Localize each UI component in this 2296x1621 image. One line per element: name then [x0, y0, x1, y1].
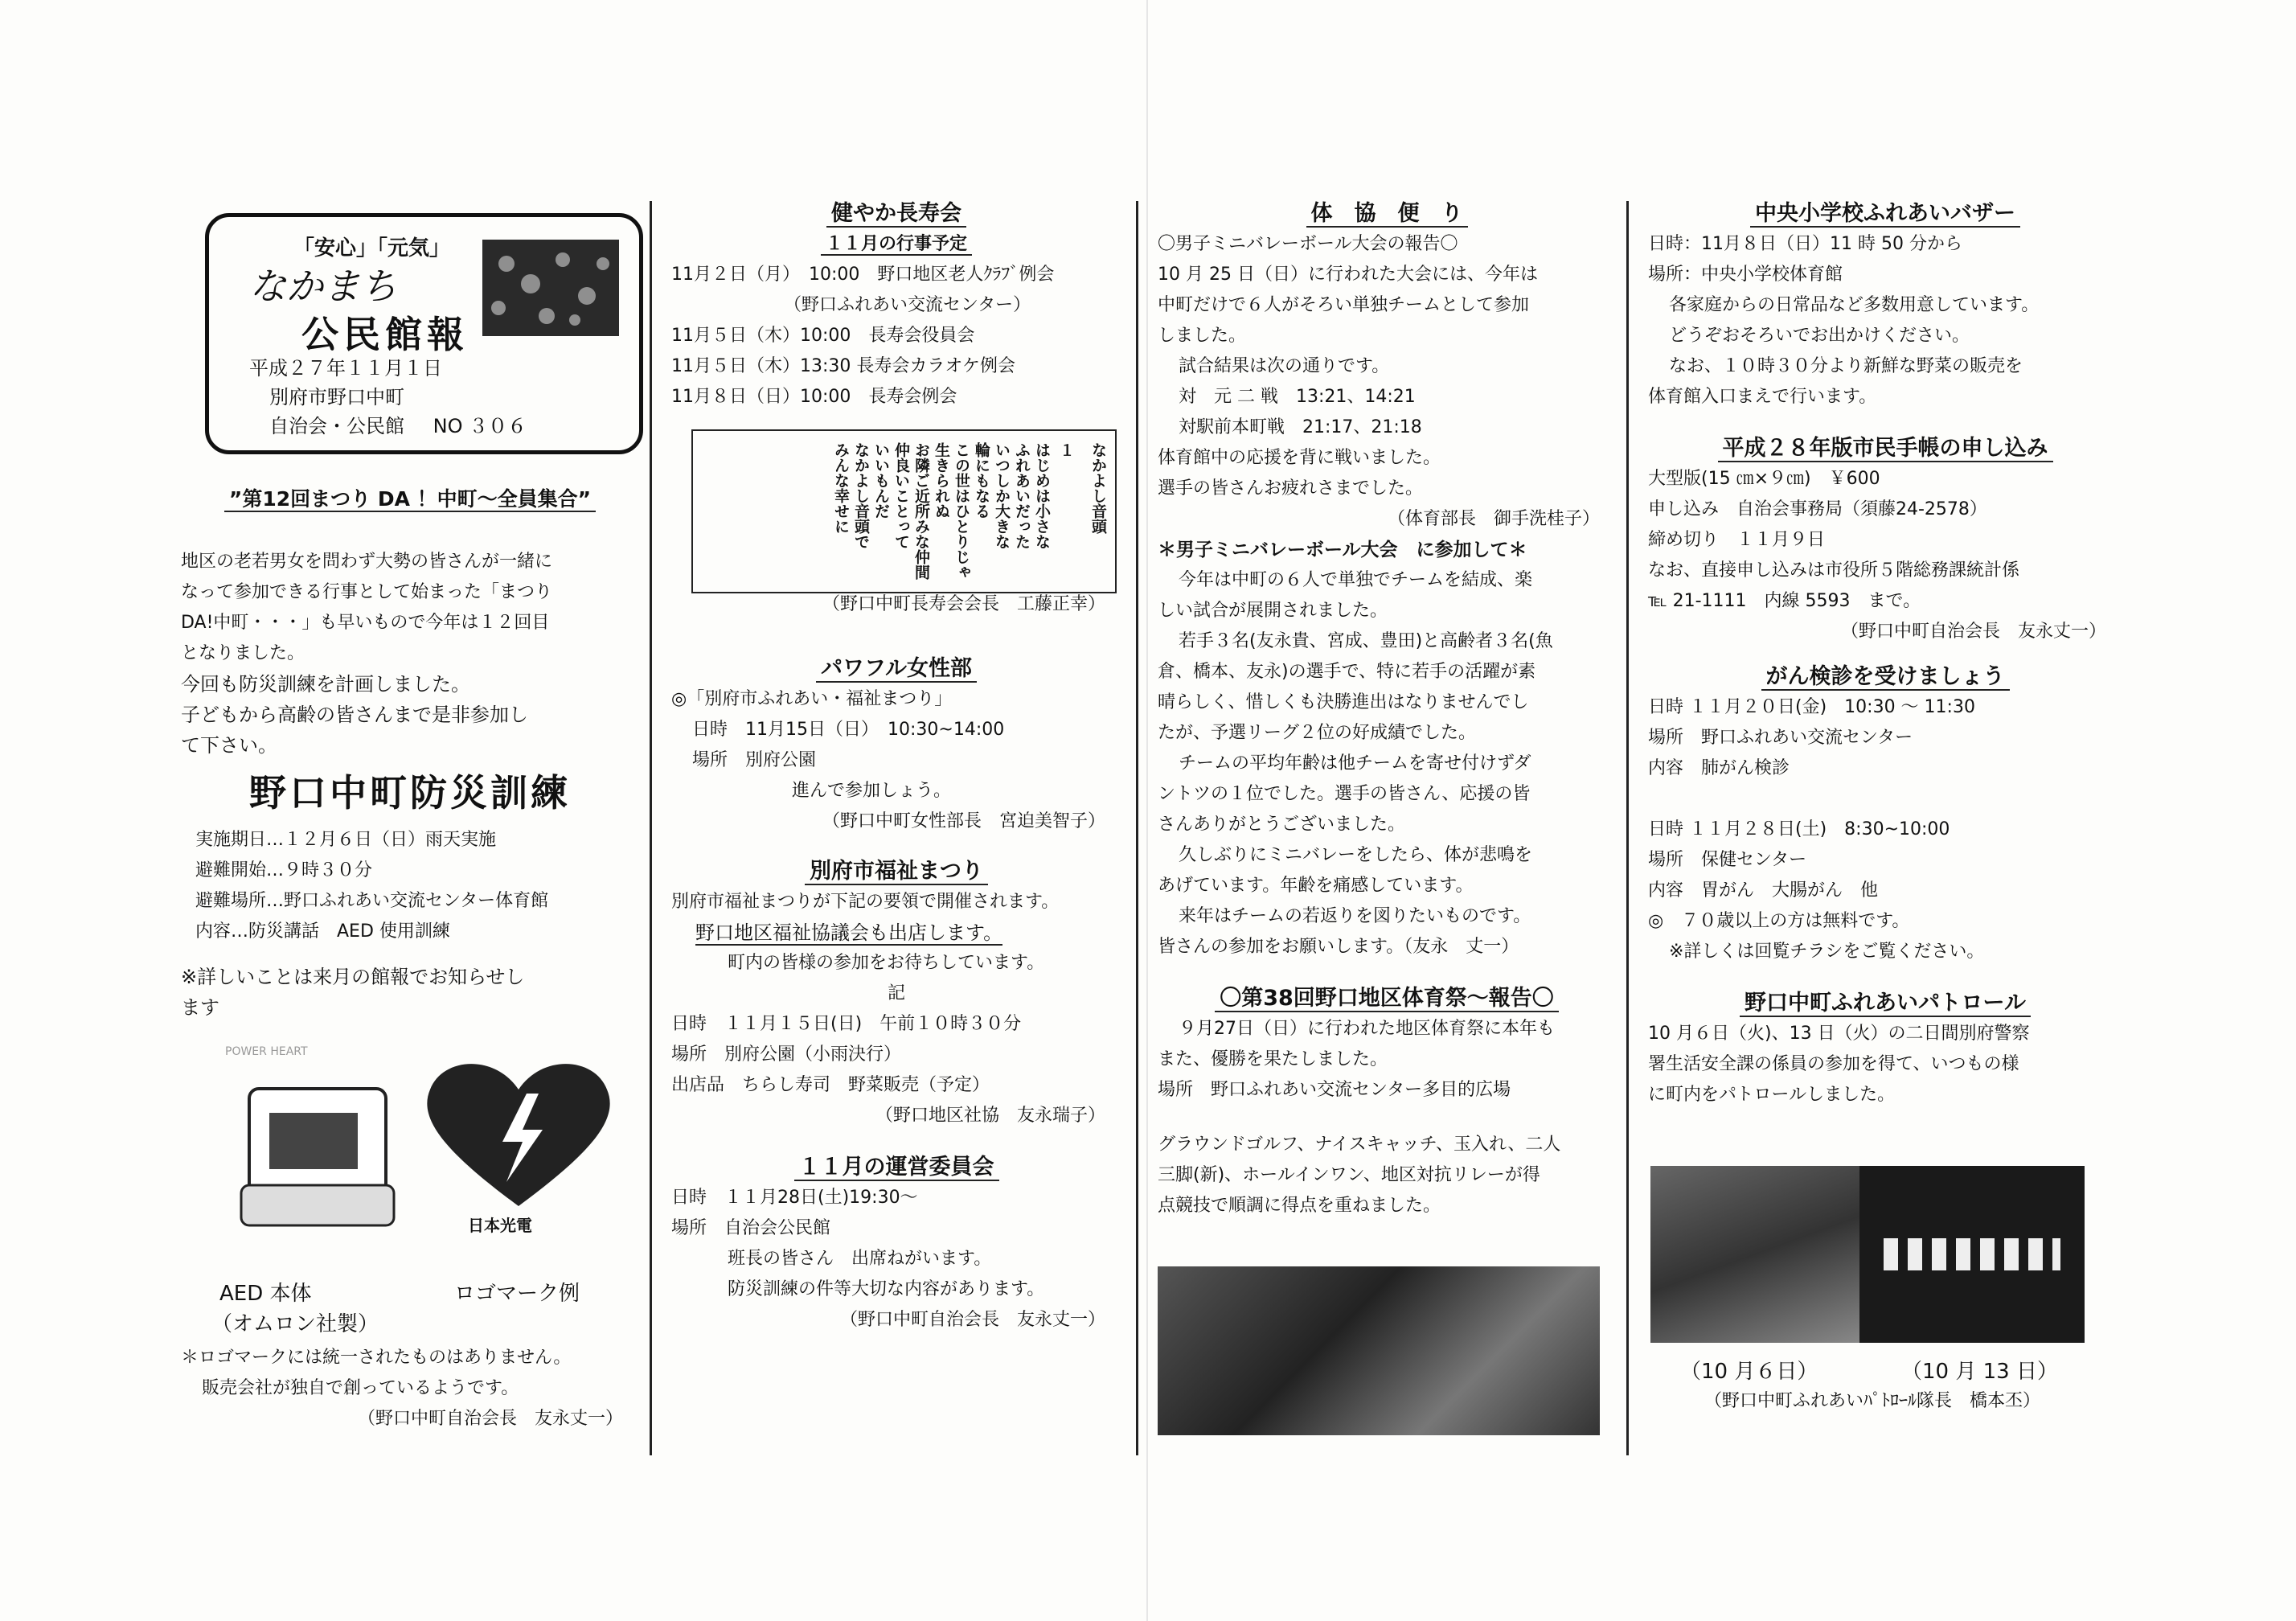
page-fold [1146, 0, 1148, 1621]
cancer-line: 日時 １１月２０日(金) 10:30 ～ 11:30 [1648, 697, 1975, 717]
column-rule [1136, 201, 1138, 1455]
intro-line: となりました。 [181, 643, 305, 663]
essay-heading: ＊男子ミニバレーボール大会 に参加して＊ [1158, 540, 1527, 560]
womens-line: 場所 別府公園 [692, 750, 817, 770]
welfare-line: 日時 １１月１５日(日) 午前１０時３０分 [671, 1014, 1022, 1034]
bazaar-heading-text: 中央小学校ふれあいバザー [1750, 201, 2020, 228]
techo-line: なお、直接申し込みは市役所５階総務課統計係 [1648, 560, 2020, 581]
publisher-name: 自治会・公民館 [269, 415, 404, 437]
issue-number: NO ３０６ [433, 415, 527, 437]
patrol-line: 10 月６日（火)、13 日（火）の二日間別府警察 [1648, 1024, 2030, 1044]
welfare-heading-text: 別府市福祉まつり [805, 859, 988, 885]
patrol-heading-text: 野口中町ふれあいパトロール [1740, 991, 2031, 1017]
photo-caption: （10 月６日） [1680, 1360, 1818, 1384]
poem-line: 仲良いことって [892, 442, 910, 549]
event-line: 11月２日（月） 10:00 野口地区老人ｸﾗﾌﾞ例会 [671, 265, 1055, 285]
poem-line: いつしか大きな [993, 442, 1011, 549]
bazaar-line: 体育館入口まえで行います。 [1648, 387, 1877, 407]
poem-line: １ [1057, 442, 1075, 458]
footnote-line: 販売会社が独自で創っているようです。 [202, 1378, 519, 1398]
choju-subheading [671, 229, 1121, 260]
essay-line: あげています。年齢を痛感しています。 [1158, 876, 1474, 896]
essay-line: たが、予選リーグ２位の好成績でした。 [1158, 723, 1477, 743]
notice-line: ※詳しいことは来月の館報でお知らせし [181, 966, 525, 988]
welfare-line: 別府市福祉まつりが下記の要領で開催されます。 [671, 892, 1060, 912]
signature: （野口地区社協 友永瑞子） [875, 1106, 1105, 1126]
volley-line: 選手の皆さんお疲れさまでした。 [1158, 478, 1424, 499]
sports-line: 三脚(新)、ホールインワン、地区対抗リレーが得 [1158, 1165, 1540, 1185]
column-rule [650, 201, 652, 1455]
column-3 [1158, 189, 1616, 1221]
womens-line: 進んで参加しょう。 [792, 781, 952, 801]
sports-day-heading-text: 〇第38回野口地区体育祭～報告〇 [1215, 986, 1559, 1012]
event-line: 11月８日（日）10:00 長寿会例会 [671, 387, 957, 407]
signature: （野口中町自治会長 友永丈一） [357, 1409, 623, 1429]
poem-line: この世はひとりじゃ [953, 442, 970, 580]
committee-line: 日時 １１月28日(土)19:30～ [671, 1188, 918, 1208]
masthead-title-2: 公民館報 [301, 313, 469, 356]
poem-line: ふれあいだった [1013, 442, 1031, 549]
sports-line: グラウンドゴルフ、ナイスキャッチ、玉入れ、二人 [1158, 1135, 1561, 1155]
sports-day-photo [1158, 1266, 1600, 1435]
poem-line: いいもんだ [872, 442, 890, 519]
signature: （野口中町自治会長 友永丈一） [839, 1310, 1105, 1330]
techo-heading [1648, 433, 2122, 464]
photo-caption: （10 月 13 日） [1901, 1360, 2058, 1384]
logo-example-caption: ロゴマーク例 [454, 1282, 580, 1306]
signature: （野口中町長寿会会長 工藤正幸） [822, 594, 1105, 614]
welfare-line [671, 917, 1121, 948]
essay-line: 久しぶりにミニバレーをしたら、体が悲鳴を [1179, 845, 1533, 865]
welfare-line: 出店品 ちらし寿司 野菜販売（予定） [671, 1075, 990, 1095]
womens-line: ◎「別府市ふれあい・福祉まつり」 [671, 689, 953, 709]
footnote-line: ＊ロゴマークには統一されたものはありません。 [181, 1348, 572, 1368]
welfare-line: 町内の皆様の参加をお待ちしています。 [728, 953, 1045, 973]
aed-image [225, 1045, 402, 1238]
essay-line: 若手３名(友永貴、宮成、豊田)と高齢者３名(魚 [1179, 631, 1553, 651]
bazaar-line: なお、１０時３０分より新鮮な野菜の販売を [1669, 356, 2023, 376]
welfare-line: 場所 別府公園（小雨決行） [671, 1044, 902, 1065]
committee-heading-text: １１月の運営委員会 [794, 1155, 999, 1181]
committee-line: 場所 自治会公民館 [671, 1218, 831, 1238]
essay-line: 倉、橋本、友永)の選手で、特に若手の活躍が素 [1158, 662, 1536, 682]
womens-heading-text: パワフル女性部 [816, 656, 977, 683]
poem-line: 輪にもなる [973, 442, 990, 519]
welfare-line: 記 [887, 983, 905, 1003]
poem-line: お隣ご近所みな仲間 [912, 442, 930, 580]
column-2 [671, 189, 1121, 1336]
column-4 [1648, 189, 2122, 1110]
patrol-heading [1648, 988, 2122, 1019]
drill-detail: 内容…防災講話 AED 使用訓練 [195, 921, 450, 942]
signature: （野口中町女性部長 宮迫美智子） [822, 811, 1105, 831]
masthead-leaves-image [482, 240, 619, 336]
volley-line: しました。 [1158, 326, 1247, 346]
committee-heading [671, 1152, 1121, 1183]
cancer-heading [1648, 662, 2122, 692]
essay-line: さんありがとうございました。 [1158, 815, 1406, 835]
bazaar-line: 場所：中央小学校体育館 [1648, 265, 1843, 285]
sports-day-heading [1158, 983, 1616, 1014]
poem-line: なかよし音頭 [1089, 442, 1107, 534]
drill-title: 野口中町防災訓練 [249, 771, 571, 815]
signature: （野口中町ふれあいﾊﾟﾄﾛｰﾙ隊長 橋本丕） [1704, 1391, 2041, 1411]
techo-line: 申し込み 自治会事務局（須藤24-2578） [1648, 499, 1987, 519]
cancer-line: 場所 野口ふれあい交流センター [1648, 728, 1913, 748]
signature: （体育部長 御手洗桂子） [1387, 509, 1600, 529]
essay-line: 晴らしく、惜しくも決勝進出はなりませんでし [1158, 692, 1529, 712]
essay-line: 今年は中町の６人で単独でチームを結成、楽 [1179, 570, 1533, 590]
volley-line: 中町だけで６人がそろい単独チームとして参加 [1158, 295, 1530, 315]
aed-caption: AED 本体 [219, 1282, 312, 1306]
poem-line: はじめは小さな [1033, 442, 1051, 549]
poem-box [691, 429, 1117, 593]
intro-line: て下さい。 [181, 734, 277, 757]
cancer-line: 内容 胃がん 大腸がん 他 [1648, 880, 1879, 901]
techo-heading-text: 平成２８年版市民手帳の申し込み [1718, 436, 2053, 462]
patrol-line: 署生活安全課の係員の参加を得て、いつもの様 [1648, 1054, 2019, 1074]
bazaar-line: どうぞおそろいでお出かけください。 [1669, 326, 1970, 346]
masthead [205, 213, 643, 454]
bazaar-heading [1648, 199, 2122, 229]
sports-line: 場所 野口ふれあい交流センター多目的広場 [1158, 1080, 1511, 1100]
essay-line: 皆さんの参加をお願いします。（友永 丈一） [1158, 937, 1519, 957]
cancer-line [1648, 784, 2122, 815]
cancer-line: 場所 保健センター [1648, 850, 1807, 870]
event-line: （野口ふれあい交流センター） [784, 295, 1031, 315]
welfare-line-text: 野口地区福祉協議会も出店します。 [695, 921, 1003, 944]
choju-heading-text: 健やか長寿会 [826, 201, 966, 228]
poem-line: なかよし音頭で [852, 442, 870, 549]
taikyo-heading-text: 体 協 便 り [1306, 201, 1468, 228]
womens-line: 日時 11月15日（日） 10:30~14:00 [692, 720, 1005, 740]
poem-line: 生きられぬ [933, 442, 950, 519]
intro-line: 今回も防災訓練を計画しました。 [181, 673, 470, 696]
bazaar-line: 各家庭からの日常品など多数用意しています。 [1669, 295, 2040, 315]
essay-line: しい試合が展開されました。 [1158, 601, 1388, 621]
intro-line: 地区の老若男女を問わず大勢の皆さんが一緒に [181, 552, 553, 572]
poem-line: みんな幸せに [832, 442, 850, 534]
festival-heading-text: ”第12回まつり DA ！中町～全員集合” [224, 487, 596, 512]
masthead-subtitle: 「安心」「元気」 [293, 236, 451, 261]
cancer-line: ※詳しくは回覧チラシをご覧ください。 [1669, 942, 1985, 962]
patrol-photo-oct6 [1650, 1166, 1859, 1343]
techo-line: 大型版(15 ㎝×９㎝) ￥600 [1648, 469, 1880, 489]
notice-line: ます [181, 996, 219, 1019]
cancer-line: 内容 肺がん検診 [1648, 758, 1790, 778]
committee-line: 班長の皆さん 出席ねがいます。 [728, 1249, 992, 1269]
essay-line: チームの平均年齢は他チームを寄せ付けずダ [1179, 753, 1531, 774]
event-line: 11月５日（木）10:00 長寿会役員会 [671, 326, 975, 346]
aed-logo-image [418, 1053, 619, 1235]
sports-line: また、優勝を果たしました。 [1158, 1049, 1388, 1069]
patrol-line: に町内をパトロールしました。 [1648, 1085, 1896, 1105]
logo-caption: 日本光電 [468, 1216, 532, 1235]
volley-line: 〇男子ミニバレーボール大会の報告〇 [1158, 234, 1458, 254]
masthead-title: なかまち [249, 265, 397, 308]
intro-line: 子どもから高齢の皆さんまで是非参加し [181, 704, 528, 726]
choju-heading [671, 199, 1121, 229]
volley-line: 対駅前本町戦 21:17、21:18 [1179, 417, 1422, 437]
welfare-heading [671, 856, 1121, 887]
aed-caption-maker: （オムロン社製） [211, 1312, 379, 1336]
column-1-footer [181, 1278, 639, 1434]
drill-detail: 避難場所…野口ふれあい交流センター体育館 [195, 891, 549, 911]
intro-line: DA!中町・・・」も早いもので今年は１２回目 [181, 613, 550, 633]
sports-line: 点競技で順調に得点を重ねました。 [1158, 1196, 1441, 1216]
masthead-date: 平成２７年１１月１日 [249, 357, 442, 380]
column-1 [181, 474, 639, 1023]
volley-line: 体育館中の応援を背に戦いました。 [1158, 448, 1441, 468]
essay-line: ントツの１位でした。選手の皆さん、応援の皆 [1158, 784, 1531, 804]
masthead-address: 別府市野口中町 [269, 386, 404, 408]
drill-detail: 実施期日…１２月６日（日）雨天実施 [195, 830, 497, 850]
techo-line: 締め切り １１月９日 [1648, 530, 1826, 550]
event-line: 11月５日（木）13:30 長寿会カラオケ例会 [671, 356, 1015, 376]
volley-line: 試合結果は次の通りです。 [1179, 356, 1390, 376]
taikyo-heading [1158, 199, 1616, 229]
signature: （野口中町自治会長 友永丈一） [1840, 622, 2106, 642]
committee-line: 防災訓練の件等大切な内容があります。 [728, 1279, 1045, 1299]
cancer-line: 日時 １１月２８日(土) 8:30~10:00 [1648, 819, 1950, 839]
cancer-heading-text: がん検診を受けましょう [1761, 664, 2010, 691]
cancer-line: ◎ ７０歳以上の方は無料です。 [1648, 911, 1910, 931]
intro-line: なって参加できる行事として始まった「まつり [181, 582, 553, 602]
drill-detail: 避難開始…９時３０分 [195, 860, 373, 880]
sports-line: ９月27日（日）に行われた地区体育祭に本年も [1179, 1019, 1555, 1039]
aed-image-label: POWER HEART [225, 1045, 308, 1058]
festival-heading [181, 484, 639, 515]
volley-line: 対 元 二 戦 13:21、14:21 [1179, 387, 1416, 407]
bazaar-line: 日時：11月８日（日）11 時 50 分から [1648, 234, 1962, 254]
choju-subheading-text: １１月の行事予定 [821, 234, 972, 256]
masthead-publisher [269, 410, 527, 438]
patrol-photo-oct13 [1859, 1166, 2085, 1343]
techo-line: ℡ 21-1111 内線 5593 まで。 [1648, 591, 1921, 611]
womens-heading [671, 654, 1121, 684]
volley-line: 10 月 25 日（日）に行われた大会には、今年は [1158, 265, 1538, 285]
column-rule [1626, 201, 1629, 1455]
essay-line: 来年はチームの若返りを図りたいものです。 [1179, 906, 1531, 926]
